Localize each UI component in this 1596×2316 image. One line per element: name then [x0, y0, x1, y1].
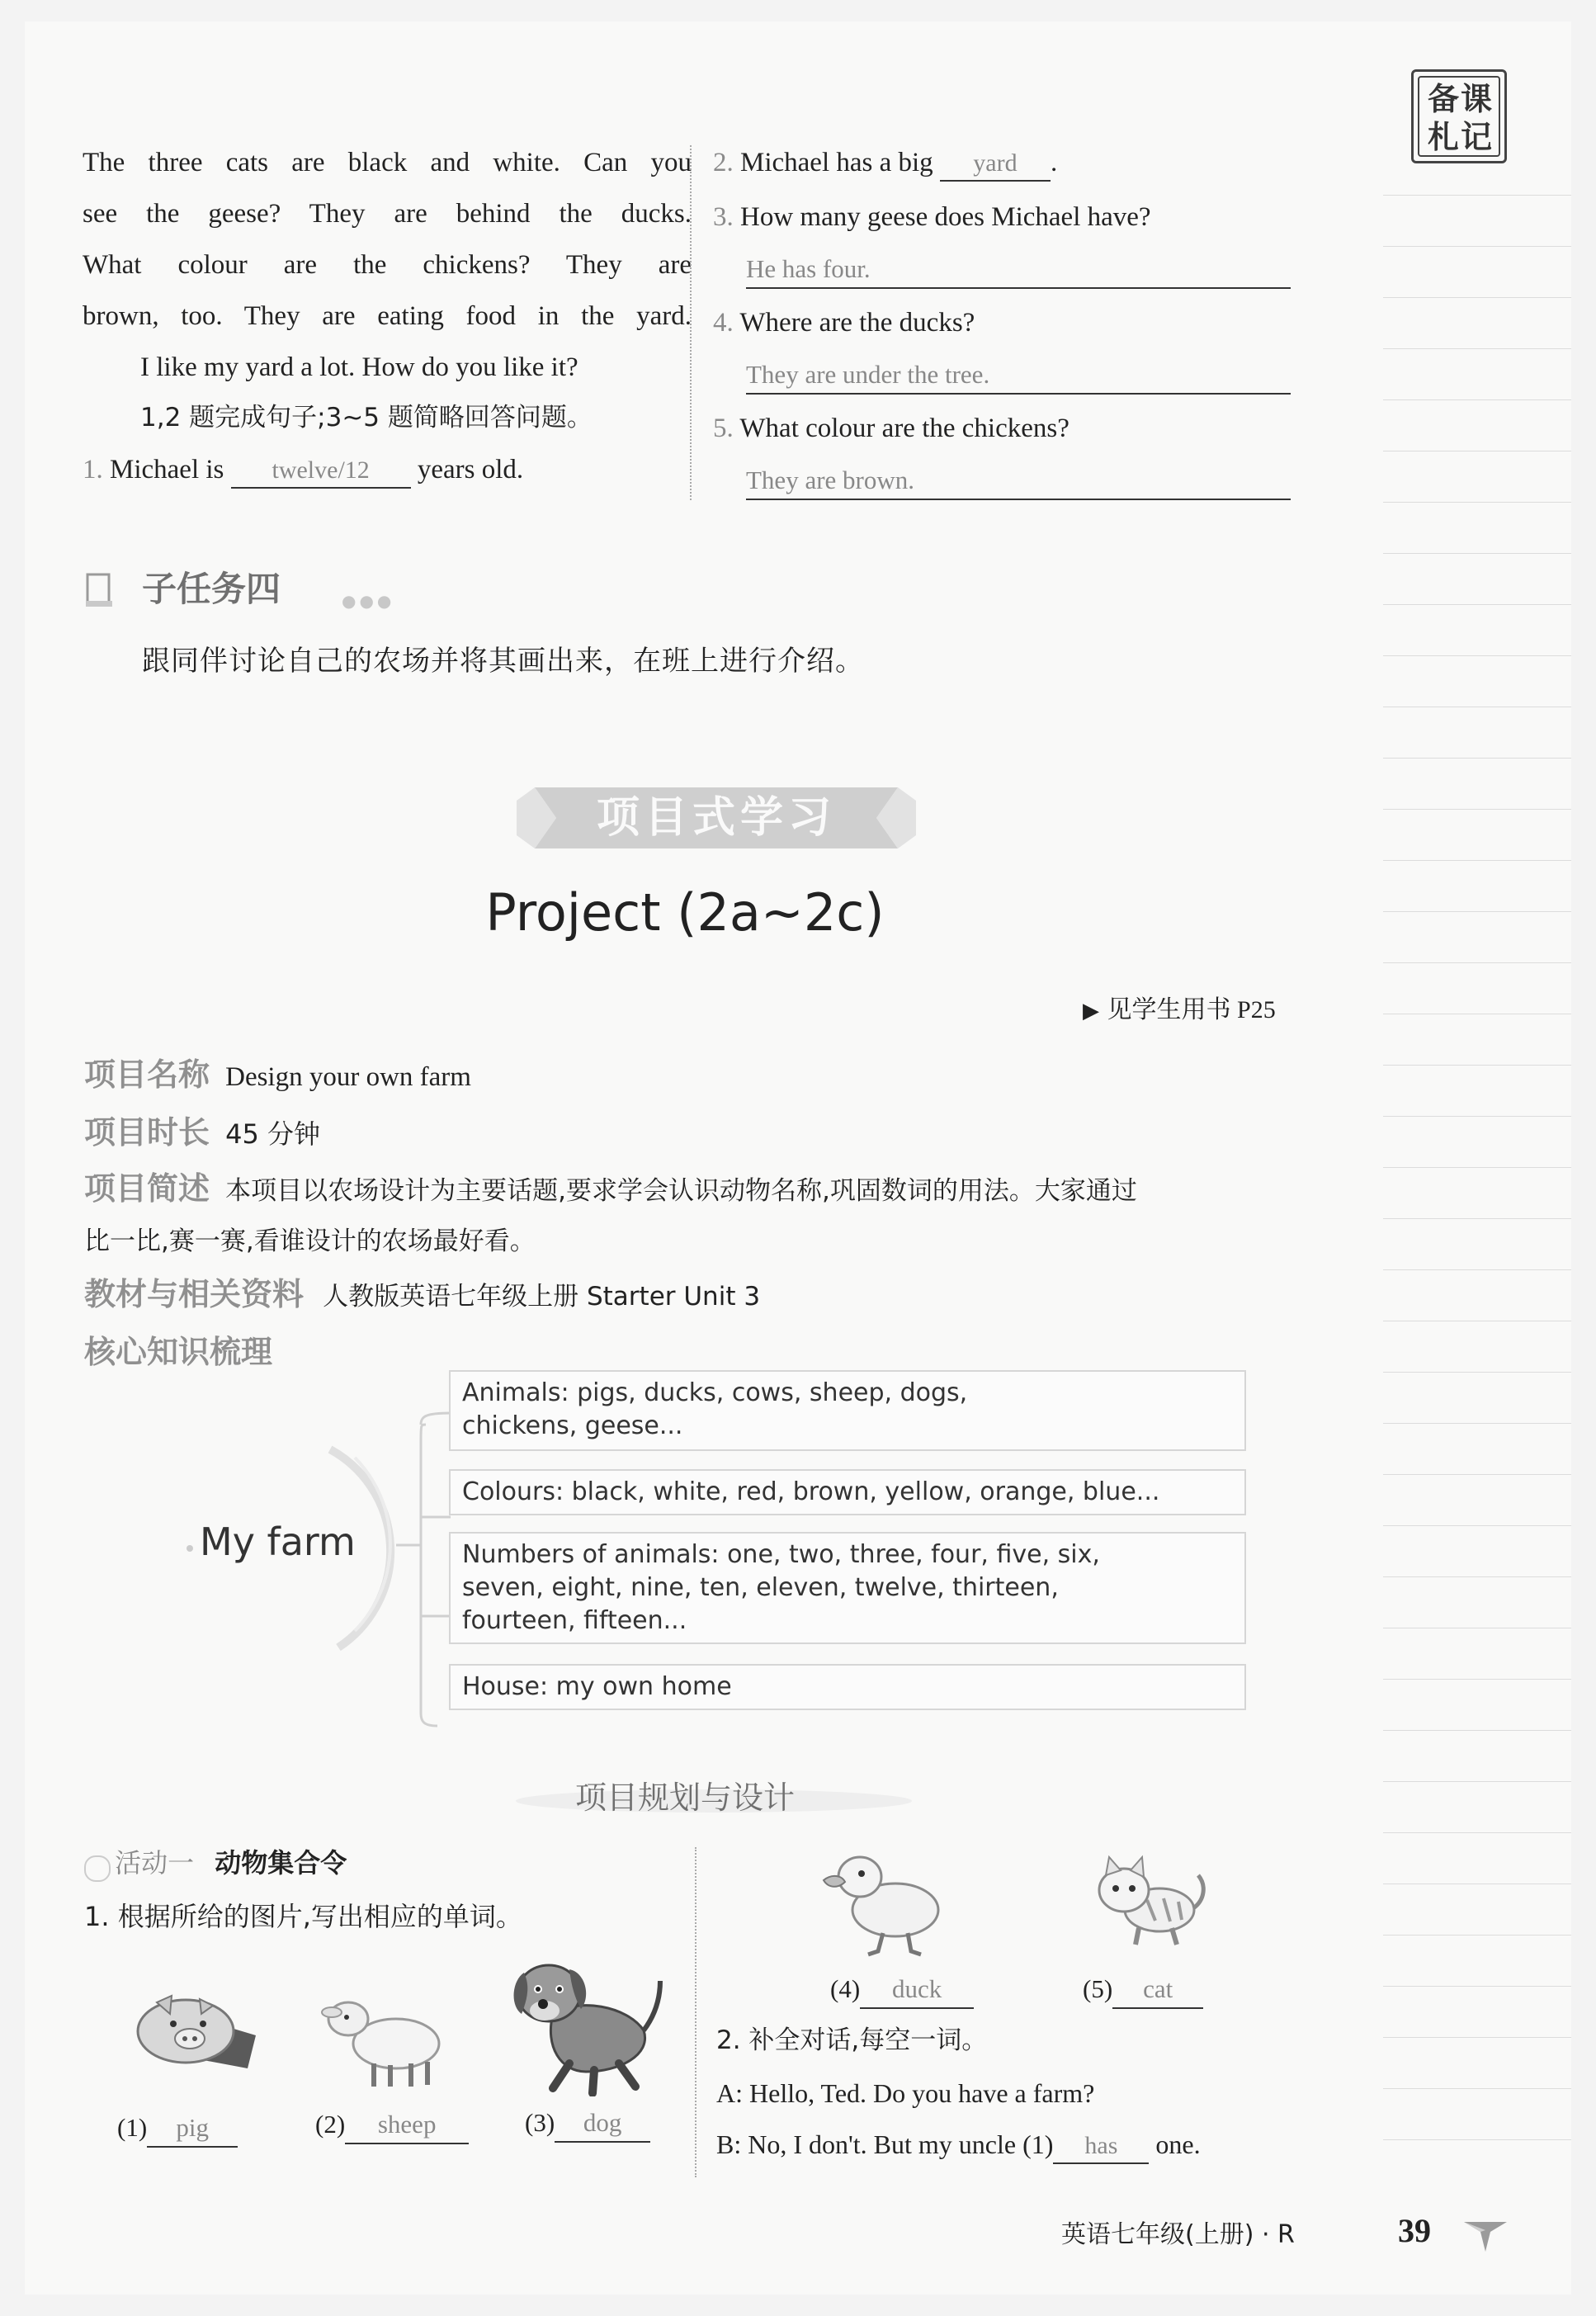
question-1: 1. Michael is twelve/12 years old.	[83, 444, 523, 495]
workbook-page	[25, 21, 1571, 2295]
footer-book: 英语七年级(上册) · R	[1061, 2220, 1295, 2249]
section-banner	[510, 784, 923, 852]
dialog-b: B: No, I don't. But my uncle (1) has one.	[716, 2121, 1201, 2167]
question-2: 2. Michael has a big yard .	[713, 137, 1057, 188]
question-3: 3. How many geese does Michael have?	[713, 202, 1151, 232]
passage-line: brown, too. They are eating food in the yard.	[83, 301, 692, 331]
pig-picture	[124, 1978, 264, 2085]
planning-title: 项目规划与设计	[574, 1780, 795, 1816]
item-3: (3) dog	[525, 2105, 650, 2143]
answer-blank[interactable]: twelve/12	[231, 454, 411, 489]
page-number: 39	[1398, 2212, 1431, 2249]
dog-picture	[503, 1948, 668, 2096]
reading-passage	[83, 137, 692, 342]
notes-margin-lines	[1383, 187, 1571, 2167]
activity-task-1: 1. 根据所给的图片,写出相应的单词。	[84, 1901, 522, 1932]
play-icon: ▶	[1083, 999, 1099, 1023]
reference-note: ▶ 见学生用书 P25	[1083, 996, 1276, 1023]
subtask-title: 子任务四	[142, 569, 281, 609]
mindmap-house: House: my own home	[449, 1664, 1246, 1710]
item-1: (1) pig	[117, 2110, 238, 2148]
dots-icon: ●●●	[342, 591, 395, 611]
question-5: 5. What colour are the chickens?	[713, 414, 1070, 443]
activity-column-divider	[695, 1847, 696, 2177]
item-4: (4) duck	[830, 1971, 974, 2009]
answer-blank[interactable]: duck	[860, 1971, 974, 2009]
project-desc-continued: 比一比,赛一赛,看谁设计的农场最好看。	[84, 1227, 536, 1256]
answer-blank[interactable]: sheep	[345, 2106, 469, 2144]
answer-4[interactable]: They are under the tree.	[746, 357, 1291, 395]
subtask-text: 跟同伴讨论自己的农场并将其画出来，在班上进行介绍。	[142, 645, 864, 678]
answer-blank[interactable]: yard	[940, 147, 1051, 182]
answer-blank[interactable]: cat	[1112, 1971, 1203, 2009]
project-title: Project (2a~2c)	[485, 882, 885, 943]
project-duration-row: 项目时长 45 分钟	[84, 1114, 321, 1151]
banner-text: 项目式学习	[596, 793, 836, 843]
sheep-picture	[314, 1986, 454, 2093]
corner-arrow-icon	[1461, 2214, 1510, 2255]
passage-line: The three cats are black and white. Can you	[83, 148, 692, 177]
mindmap-center: My farm	[200, 1520, 356, 1564]
mindmap-animals: Animals: pigs, ducks, cows, sheep, dogs, chickens, geese...	[449, 1370, 1246, 1451]
answer-5[interactable]: They are brown.	[746, 462, 1291, 500]
lesson-notes-text: 备课札记	[1427, 81, 1494, 155]
passage-last-line: I like my yard a lot. How do you like it?	[140, 352, 578, 382]
item-5: (5) cat	[1083, 1971, 1203, 2009]
passage-line: see the geese? They are behind the ducks.	[83, 199, 692, 229]
mindmap-colours: Colours: black, white, red, brown, yellow, orange, blue...	[449, 1469, 1246, 1515]
item-2: (2) sheep	[315, 2106, 469, 2144]
cat-picture	[1081, 1842, 1213, 1958]
duck-picture	[809, 1844, 957, 1959]
answer-3[interactable]: He has four.	[746, 251, 1291, 289]
dialog-a: A: Hello, Ted. Do you have a farm?	[716, 2078, 1095, 2108]
answer-blank[interactable]: has	[1053, 2129, 1149, 2164]
answer-blank[interactable]: dog	[555, 2105, 650, 2143]
project-name-row: 项目名称 Design your own farm	[84, 1056, 471, 1093]
activity-badge-icon	[84, 1855, 111, 1882]
materials-row: 教材与相关资料 人教版英语七年级上册 Starter Unit 3	[84, 1276, 761, 1312]
column-divider	[690, 145, 692, 500]
question-4: 4. Where are the ducks?	[713, 308, 975, 338]
book-icon	[84, 573, 114, 609]
mindmap-numbers: Numbers of animals: one, two, three, four, five, six, seven, eight, nine, ten, eleven, twelve, thirteen, fourteen, fifteen...	[449, 1532, 1246, 1644]
activity-header: 活动一 动物集合令	[84, 1842, 347, 1888]
activity-task-2: 2. 补全对话,每空一词。	[716, 2025, 988, 2055]
passage-line: What colour are the chickens? They are	[83, 250, 692, 280]
question-instruction: 1,2 题完成句子;3~5 题简略回答问题。	[140, 403, 593, 432]
answer-blank[interactable]: pig	[147, 2110, 238, 2148]
lesson-notes-stamp	[1411, 69, 1507, 163]
project-desc-row: 项目简述 本项目以农场设计为主要话题,要求学会认识动物名称,巩固数词的用法。大家通过	[84, 1170, 1137, 1207]
core-knowledge-heading: 核心知识梳理	[84, 1334, 273, 1370]
